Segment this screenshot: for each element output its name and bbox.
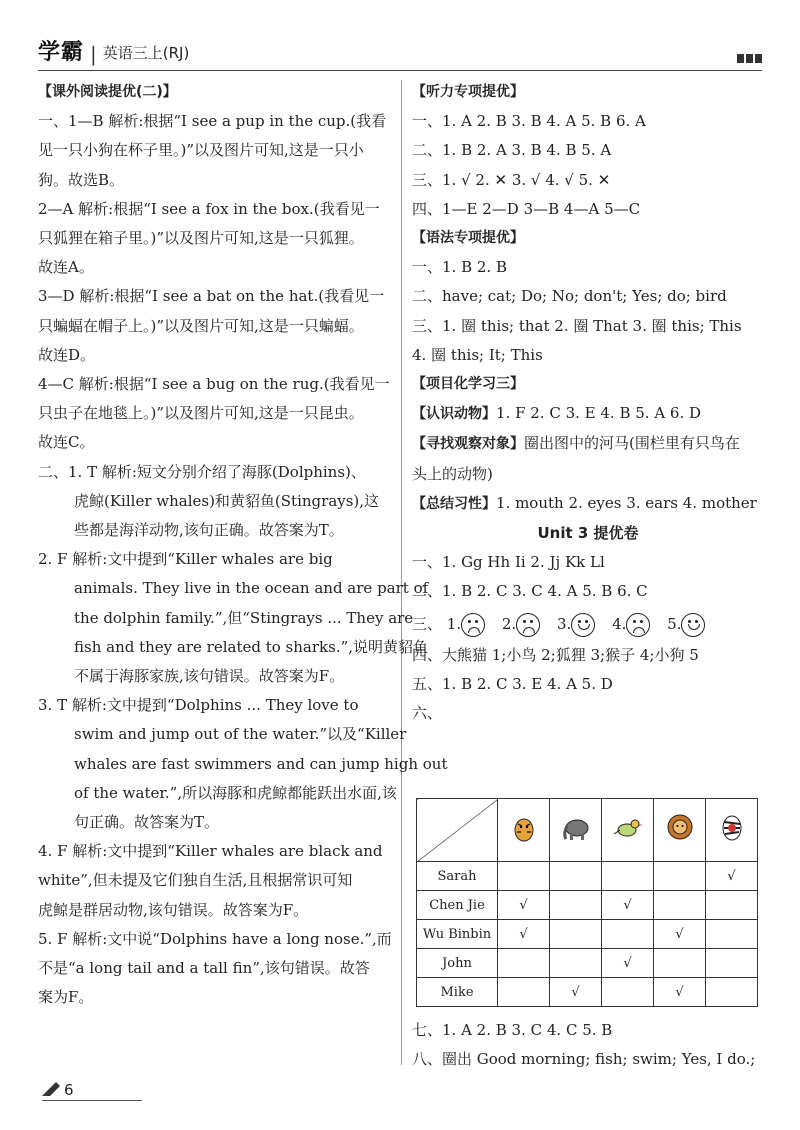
answer-line: 2. F 解析:文中提到“Killer whales are big	[38, 550, 333, 569]
table-cell: √	[654, 920, 706, 949]
page-header	[38, 30, 762, 70]
faces-answer	[412, 607, 764, 641]
row-name: Wu Binbin	[417, 920, 498, 949]
answer-line: 虎鲸是群居动物,该句错误。故答案为F。	[38, 900, 309, 919]
answer-line: 故连A。	[38, 258, 94, 277]
observe-label: 【寻找观察对象】	[412, 436, 524, 453]
table-cell	[550, 862, 602, 891]
answer-line: 四、大熊猫 1;小鸟 2;狐狸 3;猴子 4;小狗 5	[412, 645, 699, 664]
right-column-bottom	[412, 1016, 764, 1074]
header-rule	[38, 70, 762, 71]
brand-logo	[38, 30, 189, 66]
answer-line: 3—D 解析:根据“I see a bat on the hat.(我看见一	[38, 287, 385, 306]
answer-line: 见一只小狗在杯子里。)”以及图片可知,这是一只小	[38, 141, 364, 160]
table-cell: √	[498, 920, 550, 949]
observe-value: 圈出图中的河马(围栏里有只鸟在	[524, 434, 740, 453]
table-row	[417, 891, 758, 920]
table-cell	[706, 978, 758, 1007]
table-cell: √	[706, 862, 758, 891]
animals-label: 【认识动物】	[412, 406, 496, 423]
answer-line: the dolphin family.”,但“Stingrays ... They are	[74, 608, 414, 627]
table-cell	[498, 949, 550, 978]
zebra-icon	[706, 799, 758, 862]
answer-line: 句正确。故答案为T。	[74, 813, 220, 832]
face-number: 1.	[446, 614, 462, 633]
answer-line: 七、1. A 2. B 3. C 4. C 5. B	[412, 1021, 613, 1039]
sad-face-icon	[461, 613, 485, 637]
table-row	[417, 949, 758, 978]
column-divider	[401, 80, 402, 1065]
table-cell	[550, 891, 602, 920]
face-number: 3.	[556, 614, 572, 633]
answer-line: 二、1. B 2. C 3. C 4. A 5. B 6. C	[412, 582, 648, 601]
tiger-icon	[498, 799, 550, 862]
table-cell	[706, 949, 758, 978]
table-cell	[498, 862, 550, 891]
table-cell	[706, 920, 758, 949]
summary-label: 【总结习性】	[412, 495, 496, 512]
answer-line: 4. F 解析:文中提到“Killer whales are black and	[38, 842, 383, 861]
animals-answer	[412, 399, 764, 429]
section-title-listening: 【听力专项提优】	[412, 84, 524, 100]
table-cell: √	[654, 978, 706, 1007]
animals-value: 1. F 2. C 3. E 4. B 5. A 6. D	[496, 404, 702, 423]
answer-line: 4. 圈 this; It; This	[412, 345, 543, 364]
table-cell	[498, 978, 550, 1007]
face-number: 2.	[501, 614, 517, 633]
answer-line: 八、圈出 Good morning; fish; swim; Yes, I do.;	[412, 1050, 756, 1069]
answer-line: 2—A 解析:根据“I see a fox in the box.(我看见一	[38, 199, 380, 218]
table-cell	[706, 891, 758, 920]
observe-answer	[412, 429, 764, 459]
pencil-icon	[42, 1080, 62, 1096]
book-subtitle: 英语三上(RJ)	[102, 44, 190, 62]
sad-face-icon	[516, 613, 540, 637]
footer-rule	[42, 1100, 142, 1101]
header-decoration	[737, 54, 762, 63]
table-cell	[654, 891, 706, 920]
animal-table	[416, 798, 758, 1007]
answer-line: 案为F。	[38, 988, 94, 1007]
table-cell: √	[602, 949, 654, 978]
answer-line: 二、1. T 解析:短文分别介绍了海豚(Dolphins)、	[38, 462, 366, 481]
table-row	[417, 978, 758, 1007]
answer-line: 四、1—E 2—D 3—B 4—A 5—C	[412, 199, 641, 218]
section-title-reading: 【课外阅读提优(二)】	[38, 84, 177, 100]
lion-icon	[654, 799, 706, 862]
answer-line: 只蝙蝠在帽子上。)”以及图片可知,这是一只蝙蝠。	[38, 316, 364, 335]
happy-face-icon	[571, 613, 595, 637]
summary-answer	[412, 489, 764, 519]
answer-line: 故连C。	[38, 433, 95, 452]
faces-prefix: 三、	[412, 614, 443, 633]
table-cell	[602, 862, 654, 891]
table-cell: √	[550, 978, 602, 1007]
answer-line: 5. F 解析:文中说“Dolphins have a long nose.”,而	[38, 929, 392, 948]
answer-line: 六、	[412, 704, 443, 723]
answer-line: 狗。故选B。	[38, 170, 125, 189]
table-cell	[654, 862, 706, 891]
answer-line: 二、1. B 2. A 3. B 4. B 5. A	[412, 141, 612, 160]
table-cell: √	[602, 891, 654, 920]
answer-line: 一、1. Gg Hh Ii 2. Jj Kk Ll	[412, 553, 605, 572]
unit-title: Unit 3 提优卷	[537, 524, 639, 543]
answer-line: 五、1. B 2. C 3. E 4. A 5. D	[412, 674, 613, 693]
answer-line: animals. They live in the ocean and are part of	[74, 579, 429, 598]
answer-line: 一、1. B 2. B	[412, 258, 507, 277]
table-cell	[602, 920, 654, 949]
right-column	[412, 78, 764, 728]
answer-line: 虎鲸(Killer whales)和黄貂鱼(Stingrays),这	[74, 491, 380, 510]
face-number: 5.	[667, 614, 682, 633]
answer-line: 只虫子在地毯上。)”以及图片可知,这是一只昆虫。	[38, 404, 364, 423]
answer-line: 三、1. √ 2. ✕ 3. √ 4. √ 5. ✕	[412, 170, 611, 189]
section-title-project: 【项目化学习三】	[412, 376, 524, 393]
header-separator: |	[90, 42, 97, 66]
left-column	[38, 78, 448, 1013]
row-name: Mike	[417, 978, 498, 1007]
answer-line: 些都是海洋动物,该句正确。故答案为T。	[74, 521, 344, 540]
table-cell	[654, 949, 706, 978]
table-cell	[550, 949, 602, 978]
page-number: 6	[64, 1081, 74, 1099]
summary-value: 1. mouth 2. eyes 3. ears 4. mother	[496, 493, 757, 512]
happy-face-icon	[681, 613, 705, 637]
table-cell: √	[498, 891, 550, 920]
table-cell	[550, 920, 602, 949]
row-name: John	[417, 949, 498, 978]
answer-line: 3. T 解析:文中提到“Dolphins ... They love to	[38, 696, 359, 715]
answer-line: 只狐狸在箱子里。)”以及图片可知,这是一只狐狸。	[38, 229, 364, 248]
elephant-icon	[550, 799, 602, 862]
answer-line: whales are fast swimmers and can jump high out	[74, 754, 448, 773]
answer-line: 不是“a long tail and a tall fin”,该句错误。故答	[38, 959, 370, 978]
answer-line: 头上的动物)	[412, 464, 493, 483]
answer-line: 不属于海豚家族,该句错误。故答案为F。	[74, 667, 345, 686]
answer-line: 三、1. 圈 this; that 2. 圈 That 3. 圈 this; This	[412, 316, 742, 335]
table-row	[417, 862, 758, 891]
row-name: Chen Jie	[417, 891, 498, 920]
answer-line: 一、1—B 解析:根据“I see a pup in the cup.(我看	[38, 112, 387, 131]
table-cell	[602, 978, 654, 1007]
answer-line: 4—C 解析:根据“I see a bug on the rug.(我看见一	[38, 375, 390, 394]
answer-line: of the water.”,所以海豚和虎鲸都能跃出水面,该	[74, 783, 397, 802]
face-number: 4.	[612, 614, 627, 633]
answer-line: 故连D。	[38, 345, 96, 364]
answer-line: fish and they are related to sharks.”,说明黄貂鱼	[74, 637, 429, 656]
sad-face-icon	[626, 613, 650, 637]
answer-line: white”,但未提及它们独自生活,且根据常识可知	[38, 871, 353, 890]
row-name: Sarah	[417, 862, 498, 891]
answer-line: swim and jump out of the water.”以及“Killer	[74, 725, 407, 744]
answer-line: 二、have; cat; Do; No; don't; Yes; do; bird	[412, 287, 727, 306]
table-corner	[417, 799, 498, 862]
answer-line: 一、1. A 2. B 3. B 4. A 5. B 6. A	[412, 112, 646, 131]
brand-name: 学霸	[38, 40, 85, 65]
section-title-grammar: 【语法专项提优】	[412, 230, 524, 247]
bird-icon	[602, 799, 654, 862]
table-row	[417, 920, 758, 949]
